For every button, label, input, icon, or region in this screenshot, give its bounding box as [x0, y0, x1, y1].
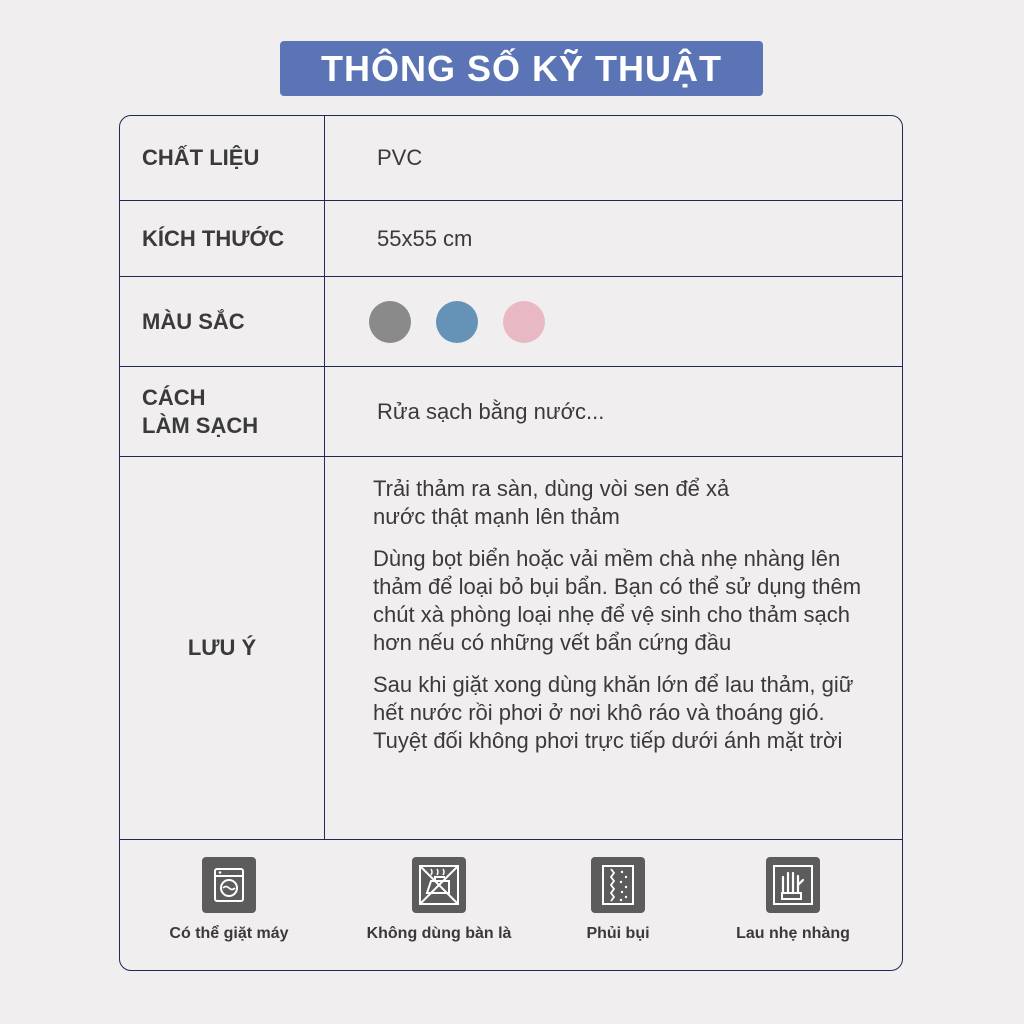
care-item-dust	[523, 840, 713, 971]
note-item: Trải thảm ra sàn, dùng vòi sen để xả nước thật mạnh lên thảm	[373, 476, 730, 529]
care-item-no-iron	[344, 840, 534, 971]
color-label: MÀU SẮC	[120, 277, 325, 366]
color-swatch-gray[interactable]	[369, 301, 411, 343]
size-label: KÍCH THƯỚC	[120, 201, 325, 276]
wipe-hand-icon	[766, 857, 820, 913]
spec-row-cleaning	[120, 367, 902, 457]
cleaning-value: Rửa sạch bằng nước...	[377, 398, 605, 424]
color-swatch-blue[interactable]	[436, 301, 478, 343]
washing-machine-icon	[202, 857, 256, 913]
note-label: LƯU Ý	[120, 457, 325, 839]
spec-table	[119, 115, 903, 971]
color-swatch-pink[interactable]	[503, 301, 545, 343]
spec-row-color	[120, 277, 902, 367]
cleaning-label-line1: CÁCH	[142, 384, 206, 410]
spec-row-notes	[120, 457, 902, 840]
note-item: Sau khi giặt xong dùng khăn lớn để lau thảm, giữ hết nước rồi phơi ở nơi khô ráo và thoáng gió. Tuyệt đối không phơi trực tiếp dưới ánh mặt trời	[373, 672, 854, 753]
color-swatches	[325, 277, 902, 366]
spec-row-material	[120, 116, 902, 201]
care-label: Không dùng bàn là	[366, 925, 512, 942]
cleaning-label	[120, 367, 325, 456]
cleaning-label-line2: LÀM SẠCH	[142, 412, 259, 438]
spec-row-size	[120, 201, 902, 277]
care-label: Có thể giặt máy	[169, 925, 289, 942]
care-label: Lau nhẹ nhàng	[736, 925, 850, 942]
care-instructions	[120, 840, 902, 971]
no-iron-icon	[412, 857, 466, 913]
note-item: Dùng bọt biển hoặc vải mềm chà nhẹ nhàng lên thảm để loại bỏ bụi bẩn. Bạn có thể sử dụng thêm chút xà phòng loại nhẹ để vệ sinh cho thảm sạch hơn nếu có những vết bẩn cứng đầu	[373, 546, 862, 655]
material-label: CHẤT LIỆU	[120, 116, 325, 200]
page-title: THÔNG SỐ KỸ THUẬT	[280, 41, 763, 96]
care-item-gentle-wipe	[698, 840, 888, 971]
size-value: 55x55 cm	[377, 225, 473, 251]
care-label: Phủi bụi	[586, 925, 650, 942]
note-list	[325, 457, 902, 839]
care-item-machine-wash	[134, 840, 324, 971]
material-value: PVC	[377, 145, 423, 170]
dust-icon	[591, 857, 645, 913]
